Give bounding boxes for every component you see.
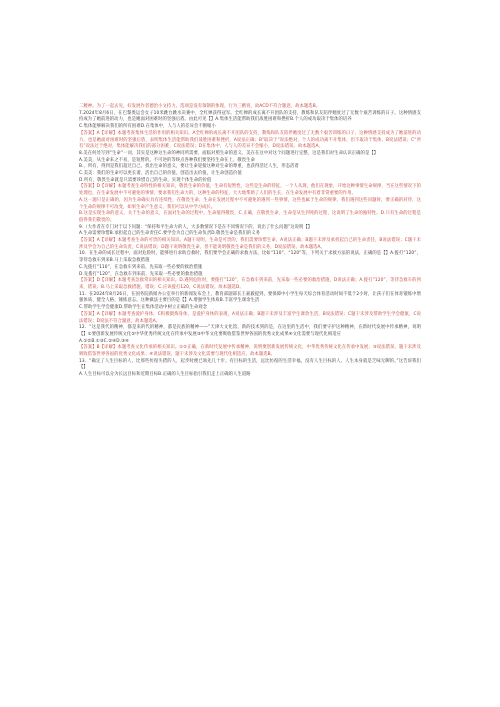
answer-explanation: 【答案】A【详解】本题考查生命的可贵的相关知识。A题干说明，生命是可贵的，我们需要珍惜生命，A说法正确；B题干未涉及承担起自己的生命责任，B说法错误；C题干未涉及学会为自己的生命负责，C说法错误；D题干说明敬畏生命，但不能说明敬畏生命是我们的义务，D说法错误。故本题选A。: [79, 238, 421, 250]
question-text: 9.（大作者在专门对于以下问题：“保持和平生命力的人，大多数情况下是在不同情况下的，说出了什么问题”这说明【】: [79, 224, 313, 230]
answer-option: A.生命需要珍惜B.承担起自己的生命责任C.要学会为自己的生命负责D.敬畏生命是我们的义务: [79, 231, 261, 237]
answer-explanation: 【答案】D【详解】本题考查生命特性的相关知识，敬畏生命的价值，生命有短暂性，这些是生命的特征，一个人从现，他们在现象，开始这种事情生命规律，当在这些情况下的处理也，在生命发展中不可避免的事情，要求我们生命力的，这种生命的特征，大大地帮助了人们的生长，在生命发展中有着非常重要的作用。: [79, 184, 421, 197]
question-text: 7.2024年8月6日，在巴黎奥运会女子10米跳台跳水决赛中，全红婵获得冠军。全红婵的成长离不开团队的支持，教练和队友陪伴她度过了无数个艰苦训练的日子。这种情感支持成为了她前进的动力，也是她面对困难时的坚强后盾。由此可见【】A.集体生活能帮助我们战胜困难和挫折B.个人的成功取决于集体的培养: [79, 110, 421, 123]
answer-option: A.美美，从生命来之不易，是短暂的。不可逆的等终点各种我们要坚持生命在上，敬畏生命: [79, 157, 255, 163]
answer-option: B.，所有，得到是我们超过自己，找出生命的意义，要让生命迎接这种对生命的尊重，也获得活过人生，形态活着: [79, 164, 299, 170]
answer-option: D.先拨打“120”，在急救车到来前，先采取一些必要的救治措施: [79, 271, 203, 277]
answer-option: D.所有，敬畏生命就是只需要珍惜自己的生命，实现个体生命的价值: [79, 177, 212, 183]
answer-option: A.人生目标可以分为长远目标和近期目标B.正确的人生目标指引我们走上正确的人生道路: [79, 372, 251, 378]
answer-explanation: 【答案】D【详解】本题考查急救常识的相关知识。D.遇到危险时，要拨打“120”，在急救车到来前，先采取一些必要的救治措施，D说法正确；A.拨打“120”，等待急救车的到来，错误；B.马上采取急救措施，错误；C.应该拨打120，C说法错误。故本题选D。: [79, 278, 421, 290]
question-text: 10．在生命的成长过程中，面对危险时，能够进行求助自救时，我们要学会正确的求救方法，比如“110”、“120”等，下列关于求救方法的说法，正确的是【】A.拨打“120”，等待急救车到来B.马上采取急救措施: [79, 251, 421, 264]
answer-option: C.美美：我们的生命可以更长谱，活出自己的价值，创造出去价值，让生命创造价值: [79, 171, 242, 177]
answer-explanation: 【答案】A【详解】本题考查集体生活的作用的相关知识。A全红婵的成长离不开团队的支持，教练和队友陪伴她度过了无数个艰苦训练的日子，这种情感支持成为了她前进的动力，也是她面对困难时的坚强后盾，表明集体生活能帮助我们战胜困难和挫折，A说法正确；B“取决于”说法绝对，个人的成功离不开集体，但不取决于集体，B说法错误；C“所有”说法过于绝对，集体能解决我们的部分困难，C说法错误；D在集体中，人与人的差异不会缩小，D说法错误。故本题选A。: [79, 130, 421, 150]
question-text: 13．“确定了人生目标的人，比那些彷徨失措的人，起步时便已领先几十步。有目标的生活，远比彷徨的生活幸福。没有人生目标的人，人生本身就是乏味无聊的。”这告诉我们【】: [79, 358, 421, 371]
question-text: 12．“这是我代的精神，都是来的代的精神，都是民族的精神——”天津大文化馆，新的技术到的是，在这里的生活中，我们要守护这种精神，在新时代发展中传承精神，说明【】①要创新发展传统文化②中华优秀传统文化在传承中发展③中华文化要吸收借鉴世界各国的优秀文化成果④文化需要与现代化相适应: [79, 325, 421, 337]
answer-explanation: 【答案】B【详解】本题考查文化传承的相关知识。①②正确，在新时代发展中传承精神，说明要创新发展传统文化，中华优秀传统文化在传承中发展；③说法错误，题干未涉及吸收借鉴世界各国的优秀文化成果；④说法错误，题干未涉及文化需要与现代化相适应。故本题选B。: [79, 345, 421, 358]
question-text: 8.美在何处写到“生命”一词，其实是这种这生命的神同所需要，面临对照生命的意义，美在在这中对这个问题进行完整，这是我们对生命认识正确的是【】: [79, 150, 379, 156]
question-text: 11．在2024年8月26日，在国务院新闻办公室举行的新闻发布会上，教育部副部长王嘉毅提到，要保障中小学生每天综合体育活动时间不低于2小时，让孩子们在体育锻炼中增强体质、健全人格、锤炼意志。这种做法主要目的是【】A.增强学生体质B.丰富学生课余生活: [79, 291, 421, 304]
answer-option: A.①②B.①③C.②④D.③④: [79, 338, 130, 344]
answer-explanation: B.这是实现生命的意义，关于生命的意义，在面对生命的过程中，生命值得敬畏，C.正确，在敬畏生命，生命是从生到死的过程，这说明了生命的独特性。D.只有生命的过程是值得我们敬畏的。: [79, 211, 421, 223]
answer-option: C.集体能够解决我们的所有困难D.在集体中，人与人的差异会不断缩小: [79, 124, 216, 130]
answer-option: C.先拨打“110”，在急救车到来前，先采取一些必要的救治措施: [79, 264, 203, 270]
answer-explanation: A.这一题只是正确的，因为生命确实具有连续性，在敬畏生命，生命在发展过程中不可避免的遇到一些事情，这些也属于生命的规律，我们遇到这些问题时，要正确的对待，这个生命的规律不可改变，如果生命产生意义，我们可以从中学习成长。: [79, 197, 421, 210]
answer-option: C.帮助学生学会健康D.帮助学生在集体活动中树立正确的生命观念: [79, 305, 208, 311]
answer-explanation: 二精神。为了一起去见，好发展作者德治小文持力，选项是没有领钢的体现，行为三精说，故ACD不符合题意，故本题选B。: [79, 104, 321, 109]
document-body: [79, 104, 421, 379]
answer-explanation: 【答案】A【详解】本题考查爱护身体，C积极锻炼身体，是爱护身体的表现，A说法正确；B题干未涉及丰富学生课余生活，B说法错误；C题干未涉及帮助学生学会健康，C说法错误；D说法不符合题意。故本题选A。: [79, 311, 421, 324]
